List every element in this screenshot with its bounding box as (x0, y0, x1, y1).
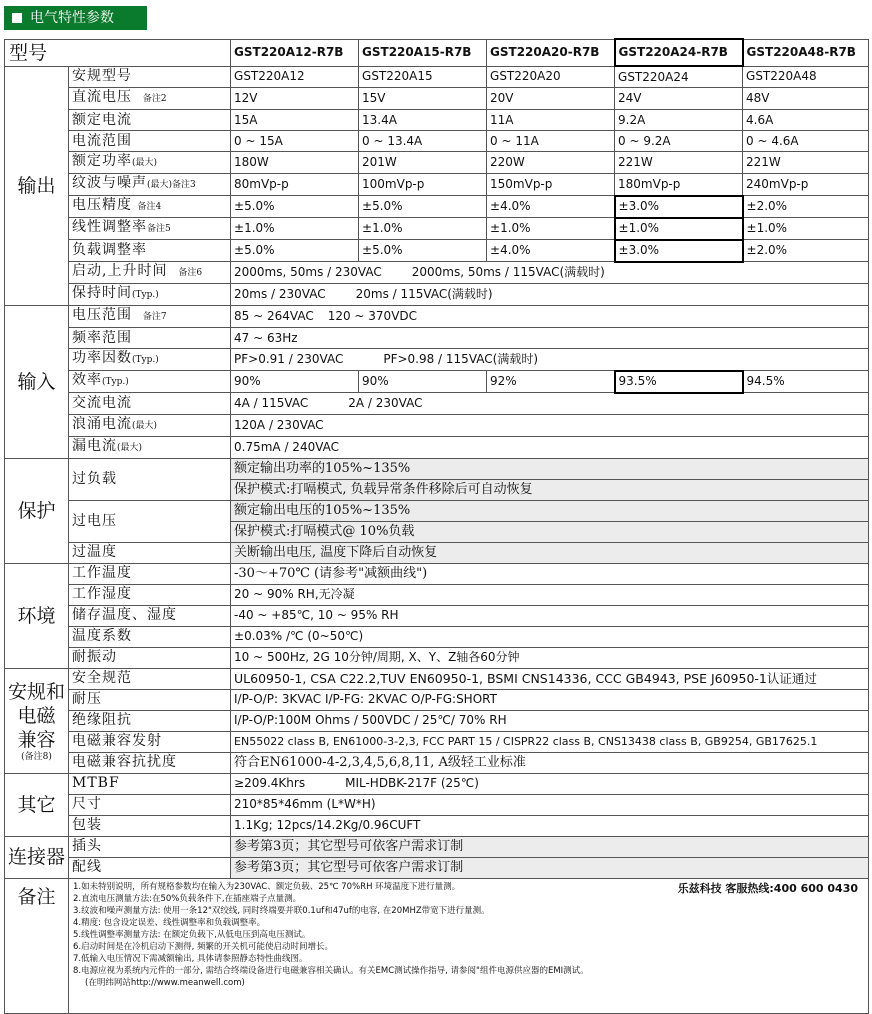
model-3: GST220A20-R7B (487, 39, 615, 66)
cell: ±1.0% (615, 218, 743, 240)
cell: 1.1Kg; 12pcs/14.2Kg/0.96CUFT (231, 815, 869, 836)
cell: 15A (231, 110, 359, 131)
cell: 15V (359, 88, 487, 110)
cell: ±3.0% (615, 196, 743, 218)
row-hold-time (5, 284, 869, 306)
value-b: 2000ms, 50ms / 115VAC(满载时) (411, 265, 605, 280)
row-dimension (5, 794, 869, 815)
note-line: 4.精度: 包含设定误差、线性调整率和负载调整率。 (73, 917, 266, 928)
label-note: 备注6 (178, 268, 203, 278)
label-rated-current: 额定电流 (69, 110, 231, 131)
model-1: GST220A12-R7B (231, 39, 359, 66)
label-note: 备注2 (142, 94, 167, 104)
row-voltage-range (5, 306, 869, 328)
row-dc-voltage (5, 88, 869, 110)
label-text: 效率 (72, 372, 102, 388)
cell: 80mVp-p (231, 174, 359, 196)
row-line-regulation (5, 218, 869, 240)
row-power-factor (5, 349, 869, 371)
cell: 220W (487, 152, 615, 174)
cell: EN55022 class B, EN61000-3-2,3, FCC PART 15 / CISPR22 class B, CNS13438 class B, GB9254, GB17625.1 (231, 731, 869, 752)
label-dc-voltage (69, 88, 231, 110)
row-wiring (5, 857, 869, 878)
cell: 90% (359, 371, 487, 393)
cell: 24V (615, 88, 743, 110)
row-current-range (5, 131, 869, 152)
model-2: GST220A15-R7B (359, 39, 487, 66)
label-inrush-current (69, 414, 231, 436)
label-text: 额定功率 (72, 153, 132, 169)
label-current-range: 电流范围 (69, 131, 231, 152)
model-5: GST220A48-R7B (743, 39, 869, 66)
label-text: 直流电压 (72, 89, 132, 105)
cell: GST220A48 (743, 66, 869, 88)
row-ac-current (5, 393, 869, 415)
cell: 120A / 230VAC (231, 414, 869, 436)
cell: 10 ~ 500Hz, 2G 10分钟/周期, X、Y、Z轴各60分钟 (231, 647, 869, 668)
cell: 93.5% (615, 371, 743, 393)
cell: ±1.0% (231, 218, 359, 240)
label-text: 浪涌电流 (72, 415, 132, 432)
note-line: 5.线性调整率测量方法: 在额定负载下,从低电压到高电压测试。 (73, 929, 311, 940)
row-vibration (5, 647, 869, 668)
label-safety-standards: 安全规范 (69, 668, 231, 689)
label-text: 功率因数 (72, 350, 132, 366)
label-packing: 包装 (69, 815, 231, 836)
label-note: 备注7 (142, 312, 167, 322)
square-bullet-icon (12, 13, 22, 23)
label-temp-coefficient: 温度系数 (69, 626, 231, 647)
cell: ±2.0% (743, 240, 869, 262)
category-line: 电磁 (17, 704, 56, 727)
cell (231, 773, 869, 794)
label-rated-power (69, 152, 231, 174)
cell: 关断输出电压, 温度下降后自动恢复 (231, 542, 869, 563)
label-frequency-range: 频率范围 (69, 328, 231, 349)
label-overload: 过负载 (69, 458, 231, 500)
cell: UL60950-1, CSA C22.2,TUV EN60950-1, BSMI CNS14336, CCC GB4943, PSE J60950-1认证通过 (231, 668, 869, 689)
cell: 94.5% (743, 371, 869, 393)
label-text: 漏电流 (72, 437, 117, 454)
cell: 额定输出功率的105%~135% (231, 458, 869, 479)
label-vibration: 耐振动 (69, 647, 231, 668)
category-line: 兼容 (17, 728, 56, 751)
value-a: 4A / 115VAC (234, 396, 309, 410)
note-line: 8.电源应视为系统内元件的一部分, 需结合终端设备进行电磁兼容相关确认。有关EMC测试操作指导, 请参阅"组件电源供应器的EMI测试。 (73, 965, 589, 976)
row-frequency-range (5, 328, 869, 349)
value-b: 2A / 230VAC (348, 396, 423, 410)
label-note: (最大) (132, 158, 158, 168)
label-overvoltage: 过电压 (69, 500, 231, 542)
cell: ±5.0% (359, 240, 487, 262)
row-overtemp (5, 542, 869, 563)
cell: ±5.0% (359, 196, 487, 218)
cell: I/P-O/P: 3KVAC I/P-FG: 2KVAC O/P-FG:SHORT (231, 689, 869, 710)
hotline: 乐兹科技 客服热线:400 600 0430 (677, 881, 859, 895)
label-note: (最大) (117, 442, 143, 453)
label-ripple (69, 174, 231, 196)
row-isolation (5, 710, 869, 731)
cell: 20 ~ 90% RH,无冷凝 (231, 584, 869, 605)
row-emc-emission (5, 731, 869, 752)
cell: 150mVp-p (487, 174, 615, 196)
cell: -30～+70℃ (请参考"减额曲线") (231, 563, 869, 584)
category-output: 输出 (5, 66, 69, 306)
section-title-text: 电气特性参数 (30, 10, 114, 26)
row-load-regulation (5, 240, 869, 262)
cell: 0 ~ 4.6A (743, 131, 869, 152)
row-efficiency (5, 371, 869, 393)
value-a: PF>0.91 / 230VAC (234, 351, 344, 366)
cell (231, 349, 869, 371)
category-protection: 保护 (5, 458, 69, 563)
row-packing (5, 815, 869, 836)
label-leakage-current (69, 436, 231, 458)
category-others: 其它 (5, 773, 69, 836)
row-inrush-current (5, 414, 869, 436)
label-withstand-voltage: 耐压 (69, 689, 231, 710)
cell: 额定输出电压的105%~135% (231, 500, 869, 521)
cell: ±3.0% (615, 240, 743, 262)
notes-cell (69, 878, 869, 1013)
category-connector: 连接器 (5, 836, 69, 878)
cell: 90% (231, 371, 359, 393)
label-text: 电压精度 (72, 197, 132, 213)
model-4: GST220A24-R7B (615, 39, 743, 66)
note-line: 1.如未特别说明，所有规格参数均在输入为230VAC、额定负载、25℃ 70%RH 环境温度下进行量测。 (73, 881, 461, 892)
label-ac-current: 交流电流 (69, 393, 231, 415)
row-overload-1 (5, 458, 869, 479)
value-b: PF>0.98 / 115VAC(满载时) (383, 351, 538, 366)
category-safety-emc (5, 668, 69, 773)
label-text: 纹波与噪声 (72, 175, 147, 191)
note-line: 7.低输入电压情况下需减额输出, 具体请参照静态特性曲线图。 (73, 953, 308, 964)
cell: 13.4A (359, 110, 487, 131)
cell: 0 ~ 13.4A (359, 131, 487, 152)
note-line: 2.直流电压测量方法:在50%负载条件下,在插座端子点量测。 (73, 893, 302, 904)
value-a: 2000ms, 50ms / 230VAC (234, 265, 382, 280)
cell: 180mVp-p (615, 174, 743, 196)
label-dimension: 尺寸 (69, 794, 231, 815)
row-ripple (5, 174, 869, 196)
value-b: MIL-HDBK-217F (25℃) (345, 776, 479, 790)
row-withstand-voltage (5, 689, 869, 710)
label-working-humidity: 工作湿度 (69, 584, 231, 605)
value-a: 20ms / 230VAC (234, 287, 326, 301)
spec-table (4, 38, 869, 1014)
cell: 11A (487, 110, 615, 131)
label-note: 备注5 (147, 224, 171, 234)
category-environment: 环境 (5, 563, 69, 668)
label-note: (Typ.) (132, 290, 159, 300)
label-efficiency (69, 371, 231, 393)
cell: 201W (359, 152, 487, 174)
cell: GST220A15 (359, 66, 487, 88)
cell: 47 ~ 63Hz (231, 328, 869, 349)
label-text: 线性调整率 (72, 219, 147, 235)
row-overvoltage-1 (5, 500, 869, 521)
label-text: 保持时间 (72, 285, 132, 301)
label-line-regulation (69, 218, 231, 240)
cell: 48V (743, 88, 869, 110)
cell (231, 284, 869, 306)
value-b: 120 ~ 370VDC (327, 309, 418, 323)
cell: ±4.0% (487, 196, 615, 218)
cell: ±1.0% (359, 218, 487, 240)
label-note: 备注4 (137, 202, 162, 212)
row-temp-coefficient (5, 626, 869, 647)
row-mtbf (5, 773, 869, 794)
category-notes: 备注 (5, 878, 69, 1013)
cell: 0 ~ 15A (231, 131, 359, 152)
value-b: 20ms / 115VAC(满载时) (355, 287, 493, 301)
row-emc-immunity (5, 752, 869, 773)
row-working-temp (5, 563, 869, 584)
row-rated-power (5, 152, 869, 174)
cell: 保护模式:打嗝模式, 负载异常条件移除后可自动恢复 (231, 479, 869, 500)
cell: 210*85*46mm (L*W*H) (231, 794, 869, 815)
note-line: 3.纹波和噪声测量方法: 使用一条12"双绞线, 同时终端要并联0.1uf和47uf的电容, 在20MHZ带宽下进行量测。 (73, 905, 490, 916)
label-note: (最大) (132, 420, 158, 431)
cell: 参考第3页；其它型号可依客户需求订制 (231, 836, 869, 857)
label-voltage-accuracy (69, 196, 231, 218)
label-voltage-range (69, 306, 231, 328)
row-setup-time (5, 262, 869, 284)
label-load-regulation: 负载调整率 (69, 240, 231, 262)
label-text: 启动,上升时间 (72, 263, 168, 279)
label-hold-time (69, 284, 231, 306)
cell: 4.6A (743, 110, 869, 131)
note-line: 6.启动时间是在冷机启动下测得, 频繁的开关机可能使启动时间增长。 (73, 941, 334, 952)
header-row (5, 39, 869, 66)
label-emc-emission: 电磁兼容发射 (69, 731, 231, 752)
cell: 92% (487, 371, 615, 393)
cell: 221W (615, 152, 743, 174)
cell: 221W (743, 152, 869, 174)
cell: ±2.0% (743, 196, 869, 218)
label-emc-immunity: 电磁兼容抗扰度 (69, 752, 231, 773)
value-a: ≥209.4Khrs (234, 776, 306, 790)
cell: I/P-O/P:100M Ohms / 500VDC / 25℃/ 70% RH (231, 710, 869, 731)
label-overtemp: 过温度 (69, 542, 231, 563)
row-notes (5, 878, 869, 1013)
cell (231, 262, 869, 284)
label-text: 电压范围 (72, 307, 132, 323)
cell: ±1.0% (743, 218, 869, 240)
cell: ±1.0% (487, 218, 615, 240)
category-line: 安规和 (7, 680, 65, 703)
label-storage: 储存温度、湿度 (69, 605, 231, 626)
cell: 240mVp-p (743, 174, 869, 196)
cell: GST220A24 (615, 66, 743, 88)
cell: 0 ~ 11A (487, 131, 615, 152)
label-mtbf: MTBF (69, 773, 231, 794)
cell (231, 393, 869, 415)
cell: 12V (231, 88, 359, 110)
category-note: (备注8) (21, 751, 52, 762)
cell: 20V (487, 88, 615, 110)
section-title (4, 6, 147, 30)
cell: GST220A12 (231, 66, 359, 88)
label-power-factor (69, 349, 231, 371)
note-line: (在明纬网站http://www.meanwell.com) (85, 977, 245, 988)
cell: GST220A20 (487, 66, 615, 88)
cell: 180W (231, 152, 359, 174)
row-safety-standards (5, 668, 869, 689)
cell: ±5.0% (231, 196, 359, 218)
value-a: 85 ~ 264VAC (234, 309, 314, 323)
cell: 保护模式:打嗝模式@ 10%负载 (231, 521, 869, 542)
row-rated-current (5, 110, 869, 131)
label-safety-model: 安规型号 (69, 66, 231, 88)
label-isolation: 绝缘阻抗 (69, 710, 231, 731)
label-note: (最大)备注3 (147, 180, 196, 190)
cell: ±0.03% /℃ (0~50℃) (231, 626, 869, 647)
label-note: (Typ.) (102, 377, 129, 387)
model-label: 型号 (5, 39, 231, 66)
row-voltage-accuracy (5, 196, 869, 218)
cell: ±4.0% (487, 240, 615, 262)
row-leakage-current (5, 436, 869, 458)
cell: 参考第3页；其它型号可依客户需求订制 (231, 857, 869, 878)
label-setup-time (69, 262, 231, 284)
cell: 0 ~ 9.2A (615, 131, 743, 152)
cell: 100mVp-p (359, 174, 487, 196)
row-plug (5, 836, 869, 857)
cell (231, 306, 869, 328)
cell: -40 ~ +85℃, 10 ~ 95% RH (231, 605, 869, 626)
cell: 9.2A (615, 110, 743, 131)
cell: 0.75mA / 240VAC (231, 436, 869, 458)
category-input: 输入 (5, 306, 69, 459)
cell: ±5.0% (231, 240, 359, 262)
cell: 符合EN61000-4-2,3,4,5,6,8,11, A级轻工业标准 (231, 752, 869, 773)
row-safety-model (5, 66, 869, 88)
row-working-humidity (5, 584, 869, 605)
label-note: (Typ.) (132, 355, 159, 365)
row-storage (5, 605, 869, 626)
label-working-temp: 工作温度 (69, 563, 231, 584)
label-wiring: 配线 (69, 857, 231, 878)
label-plug: 插头 (69, 836, 231, 857)
